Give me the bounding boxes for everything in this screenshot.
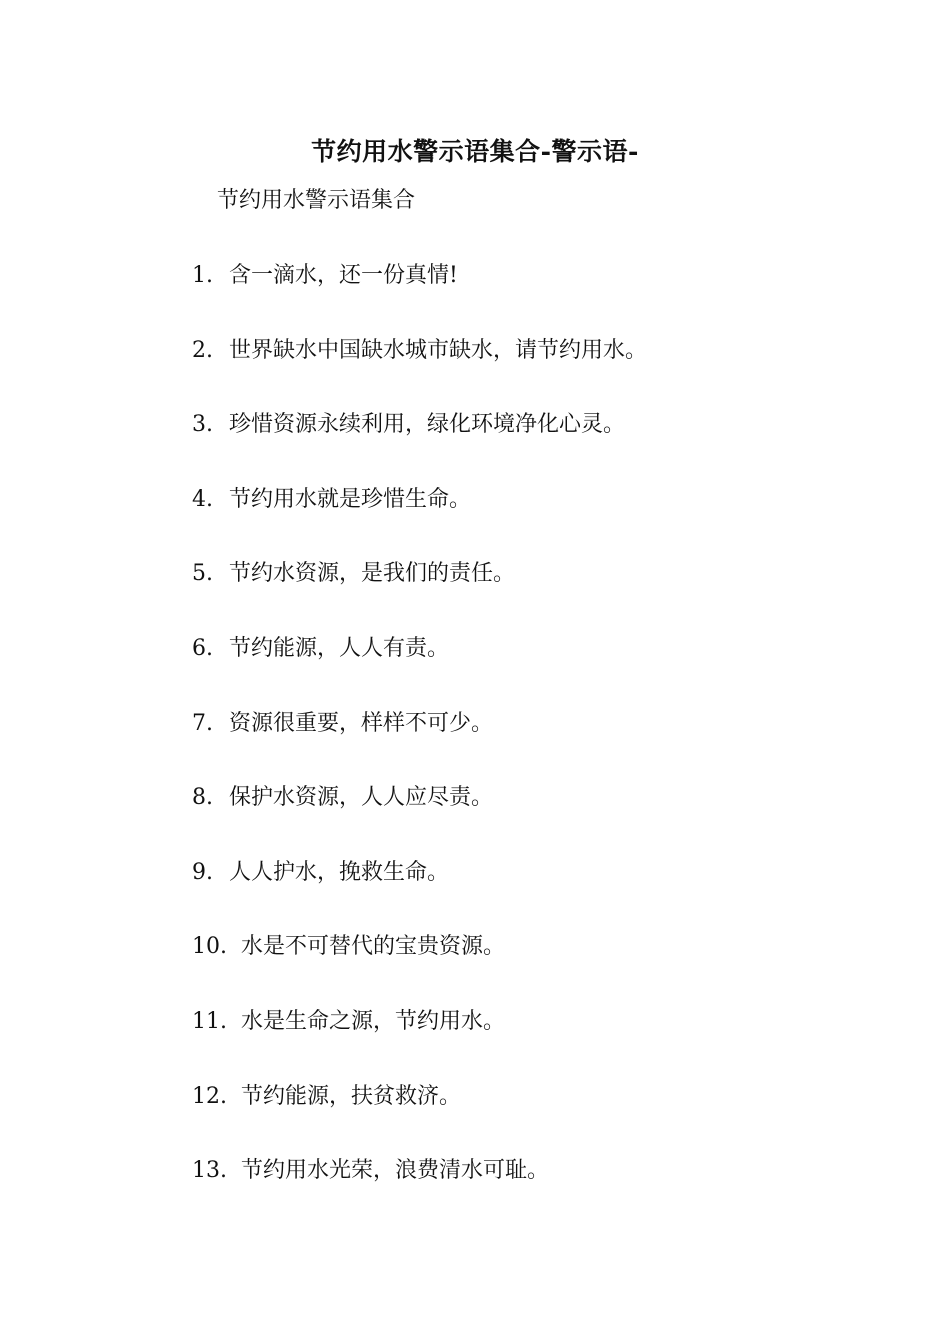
- item-text: 人人护水，挽救生命。: [229, 859, 450, 885]
- item-text: 含一滴水，还一份真情!: [229, 263, 458, 288]
- list-item: [192, 482, 647, 557]
- item-number: 13.: [192, 1158, 227, 1184]
- list-item: [192, 929, 647, 1004]
- item-number: 4.: [192, 486, 213, 512]
- list-item: [192, 258, 647, 333]
- item-number: 11.: [192, 1008, 227, 1034]
- item-number: 8.: [192, 785, 213, 811]
- item-text: 水是不可替代的宝贵资源。: [241, 934, 506, 960]
- item-number: 3.: [192, 412, 213, 438]
- list-item: [192, 333, 647, 408]
- item-number: 7.: [192, 710, 213, 736]
- item-number: 10.: [192, 934, 227, 960]
- item-text: 珍惜资源永续利用，绿化环境净化心灵。: [229, 412, 626, 438]
- item-text: 水是生命之源，节约用水。: [241, 1008, 506, 1034]
- item-number: 6.: [192, 635, 213, 661]
- list-item: [192, 556, 647, 631]
- item-text: 节约能源，扶贫救济。: [241, 1083, 462, 1109]
- list-item: [192, 1079, 647, 1154]
- item-text: 节约能源，人人有责。: [229, 635, 450, 661]
- item-number: 1.: [192, 263, 213, 288]
- list-item: [192, 1153, 647, 1228]
- item-number: 2.: [192, 337, 213, 363]
- list-item: [192, 1004, 647, 1079]
- item-number: 5.: [192, 561, 213, 587]
- list-item: [192, 855, 647, 930]
- list-item: [192, 631, 647, 706]
- item-number: 12.: [192, 1083, 227, 1109]
- list-item: [192, 780, 647, 855]
- list-item: [192, 706, 647, 781]
- item-text: 资源很重要，样样不可少。: [229, 710, 494, 736]
- item-text: 节约用水光荣，浪费清水可耻。: [241, 1158, 550, 1184]
- item-text: 节约用水就是珍惜生命。: [229, 486, 472, 512]
- list-item: [192, 407, 647, 482]
- slogan-list: [192, 258, 647, 1228]
- item-text: 节约水资源，是我们的责任。: [229, 561, 516, 587]
- item-number: 9.: [192, 859, 213, 885]
- item-text: 世界缺水中国缺水城市缺水，请节约用水。: [229, 337, 648, 363]
- item-text: 保护水资源，人人应尽责。: [229, 785, 494, 811]
- document-title: 节约用水警示语集合-警示语-: [311, 137, 639, 166]
- document-subtitle: 节约用水警示语集合: [217, 188, 416, 213]
